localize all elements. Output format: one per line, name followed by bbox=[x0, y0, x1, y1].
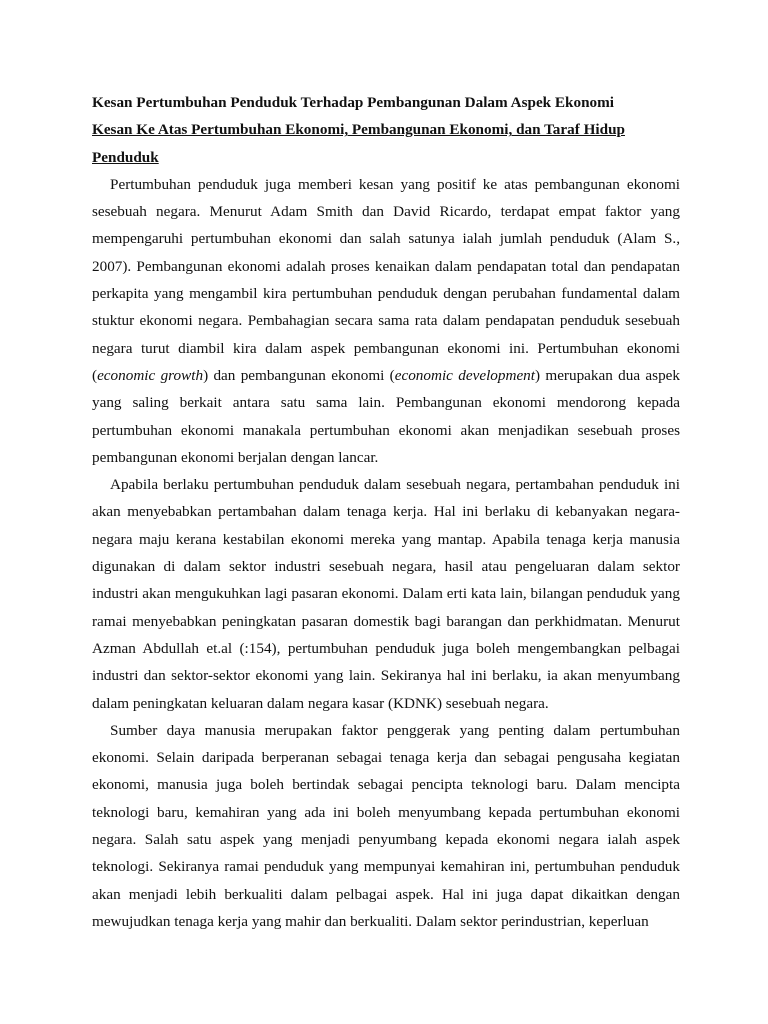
paragraph-1 bbox=[92, 171, 680, 471]
document-title: Kesan Pertumbuhan Penduduk Terhadap Pembangunan Dalam Aspek Ekonomi bbox=[92, 94, 615, 111]
paragraph-1-text-b: ) dan pembangunan ekonomi ( bbox=[203, 366, 395, 384]
section-subtitle: Kesan Ke Atas Pertumbuhan Ekonomi, Pembangunan Ekonomi, dan Taraf Hidup Penduduk bbox=[92, 121, 625, 166]
paragraph-1-text-a: Pertumbuhan penduduk juga memberi kesan yang positif ke atas pembangunan ekonomi sesebuah negara. Menurut Adam Smith dan David Ricardo, terdapat empat faktor yang mempengaruhi pertumbuhan ekonomi dan salah satunya ialah jumlah penduduk (Alam S., 2007). Pembangunan ekonomi adalah proses kenaikan dalam pendapatan total dan pendapatan perkapita yang mengambil kira pertumbuhan penduduk dengan perubahan fundamental dalam stuktur ekonomi negara. Pembahagian secara sama rata dalam pendapatan penduduk sesebuah negara turut diambil kira dalam aspek pembangunan ekonomi ini. Pertumbuhan ekonomi ( bbox=[92, 175, 680, 384]
paragraph-2: Apabila berlaku pertumbuhan penduduk dalam sesebuah negara, pertambahan penduduk ini akan menyebabkan pertambahan dalam tenaga kerja. Hal ini berlaku di kebanyakan negara-negara maju kerana kestabilan ekonomi mereka yang mantap. Apabila tenaga kerja manusia digunakan di dalam sektor industri sesebuah negara, hasil atau pengeluaran dalam sektor industri akan mengukuhkan lagi pasaran ekonomi. Dalam erti kata lain, bilangan penduduk yang ramai menyebabkan peningkatan pasaran domestik bagi barangan dan perkhidmatan. Menurut Azman Abdullah et.al (:154), pertumbuhan penduduk juga boleh mengembangkan pelbagai industri dan sektor-sektor ekonomi yang lain. Sekiranya hal ini berlaku, ia akan menyumbang dalam peningkatan keluaran dalam negara kasar (KDNK) sesebuah negara. bbox=[92, 476, 680, 712]
document-body bbox=[92, 89, 680, 935]
paragraph-3: Sumber daya manusia merupakan faktor penggerak yang penting dalam pertumbuhan ekonomi. Selain daripada berperanan sebagai tenaga kerja dan sebagai pengusaha kegiatan ekonomi, manusia juga boleh bertindak sebagai pencipta teknologi baru. Dalam mencipta teknologi baru, kemahiran yang ada ini boleh menyumbang kepada pertumbuhan ekonomi negara. Salah satu aspek yang menjadi penyumbang kepada ekonomi negara ialah aspek teknologi. Sekiranya ramai penduduk yang mempunyai kemahiran ini, pertumbuhan penduduk akan menjadi lebih berkualiti dalam pelbagai aspek. Hal ini juga dapat dikaitkan dengan mewujudkan tenaga kerja yang mahir dan berkualiti. Dalam sektor perindustrian, keperluan bbox=[92, 721, 680, 930]
paragraph-1-text-c: ) merupakan dua aspek yang saling berkait antara satu sama lain. Pembangunan ekonomi mendorong kepada pertumbuhan ekonomi manakala pertumbuhan ekonomi akan menjadikan sesebuah proses pembangunan ekonomi berjalan dengan lancar. bbox=[92, 366, 680, 466]
term-economic-development: economic development bbox=[394, 366, 535, 384]
term-economic-growth: economic growth bbox=[97, 366, 204, 384]
